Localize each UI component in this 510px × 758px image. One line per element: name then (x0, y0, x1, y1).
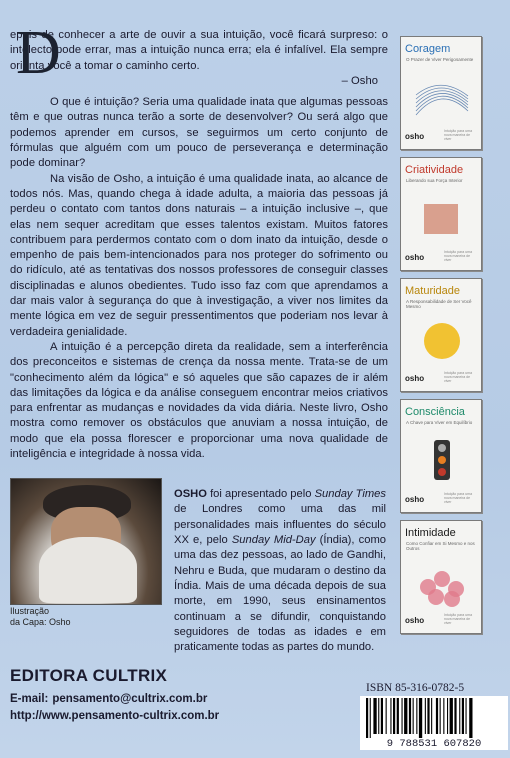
barcode-bar (413, 698, 414, 734)
author-photo (10, 478, 162, 605)
book-cover-art (406, 317, 476, 367)
barcode-bar (440, 698, 441, 734)
book-series: Intuição para uma nova maneira de viver (444, 613, 473, 625)
book-title: Consciência (405, 406, 465, 418)
book-brand: osho (405, 253, 425, 262)
book-series: Intuição para uma nova maneira de viver (444, 250, 473, 262)
barcode-bar (409, 698, 411, 734)
drop-cap: D (16, 19, 61, 87)
publisher-email: E-mail: pensamento@cultrix.com.br (10, 693, 208, 705)
isbn: ISBN 85-316-0782-5 (366, 682, 465, 694)
book-title: Coragem (405, 43, 451, 55)
barcode-number: 9 788531 607820 (360, 738, 508, 750)
book-thumbnail (400, 520, 482, 634)
barcode (360, 696, 508, 738)
book-title: Intimidade (405, 527, 456, 539)
book-subtitle: A Chave para Viver em Equilíbrio (406, 420, 473, 425)
book-cover-art (406, 438, 476, 488)
book-title: Criatividade (405, 164, 464, 176)
paragraph: A intuição é a percepção direta da realidade, sem a interferência dos preconceitos e sistemas de crença da nossa mente. Trata-se de um "conhecimento além da lógica" e só aqueles que são capazes de ir além das limitações da lógica e da análise conseguem encontrar meios criativos para enfrentar as mudanças e novidades da vida diária. Neste livro, Osho mostra como remover os obstáculos que anuviam a nossa intuição, de modo que ela possa florescer e proporcionar uma nova qualidade de inteligência e integridade à nossa vida. (10, 340, 388, 461)
barcode-bar (443, 698, 444, 734)
book-subtitle: Liberando sua Força Interior (406, 178, 463, 183)
barcode-bar (450, 698, 453, 734)
barcode-bar (404, 698, 407, 734)
email-link[interactable]: pensamento@cultrix.com.br (52, 693, 208, 705)
book-thumbnail (400, 278, 482, 392)
barcode-bar (447, 698, 448, 734)
barcode-bar (462, 698, 464, 734)
book-brand: osho (405, 616, 425, 625)
book-brand: osho (405, 374, 425, 383)
barcode-bar (397, 698, 399, 734)
book-title: Maturidade (405, 285, 461, 297)
photo-caption: Ilustração da Capa: Osho (10, 606, 71, 627)
barcode-bar (393, 698, 395, 734)
book-thumbnail (400, 36, 482, 150)
publication-name: Sunday Mid-Day (231, 534, 316, 547)
author-name: OSHO (174, 488, 207, 501)
barcode-bar (454, 698, 456, 734)
barcode-bar (425, 698, 426, 734)
book-brand: osho (405, 132, 425, 141)
book-thumbnail (400, 399, 482, 513)
barcode-bar (378, 698, 379, 734)
book-subtitle: O Prazer de Viver Perigosamente (406, 57, 474, 62)
barcode-bar (373, 698, 376, 734)
paragraph: Na visão de Osho, a intuição é uma qualidade inata, ao alcance de todos nós. Mas, quando chega à idade adulta, a maioria das pessoas já perdeu o contato com tantos dons naturais – a intuição inclusive –, que elas nem sequer acreditam que esses talentos existam. Muitos fatores contribuem para perdermos contato com o dom inato da intuição, desde o empenho de pais bem-intencionados para nos proteger do sofrimento ou do ridículo, até as tentativas dos nossos professores de conseguir classes disciplinadas e alunos obedientes. Tudo isso faz com que aprendamos a dar mais valor à segurança do que à investigação, a viver nos limites da mente lógica em vez de seguir pressentimentos que poderiam nos levar à verdadeira genialidade. (10, 172, 388, 338)
quote-attribution: – Osho (341, 74, 378, 87)
barcode-bar (469, 698, 472, 738)
barcode-bar (402, 698, 403, 734)
barcode-bar (431, 698, 432, 734)
book-series: Intuição para uma nova maneira de viver (444, 129, 473, 141)
book-subtitle: Como Confiar em Si Mesmo e nos Outros (406, 541, 475, 551)
book-series: Intuição para uma nova maneira de viver (444, 371, 473, 383)
book-cover-art (406, 559, 476, 609)
book-series: Intuição para uma nova maneira de viver (444, 492, 473, 504)
website-link[interactable]: www.pensamento-cultrix.com.br (41, 710, 220, 722)
barcode-bar (390, 698, 391, 734)
paragraph: O que é intuição? Seria uma qualidade inata que algumas pessoas têm e que outras nunca terão a sorte de desenvolver? Ou será algo que podemos aprender em cursos, se seguirmos um certo conjunto de fórmulas que alguém com um pouco de perseverança e determinação pode dominar? (10, 96, 388, 170)
publisher-website: http://www.pensamento-cultrix.com.br (10, 710, 220, 722)
barcode-bar (466, 698, 467, 734)
book-cover-art (406, 75, 476, 125)
book-cover-art (406, 196, 476, 246)
barcode-bar (459, 698, 460, 734)
book-brand: osho (405, 495, 425, 504)
barcode-bar (366, 698, 368, 738)
barcode-bar (386, 698, 387, 734)
book-subtitle: A Responsabilidade de Ser Você Mesmo (406, 299, 472, 309)
intro-quote (10, 19, 388, 89)
barcode-bar (419, 698, 422, 738)
main-text (10, 19, 388, 462)
barcode-bar (436, 698, 438, 734)
barcode-bar (427, 698, 429, 734)
author-bio: OSHO foi apresentado pelo Sunday Times de Londres como uma das mil personalidades mais influentes do século XX e, pelo Sunday Mid-Day (Índia), como uma das dez pessoas, ao lado de Gandhi, Nehru e Buda, que mudaram o destino da Índia. Mais de uma década depois de sua morte, em 1990, seus ensinamentos continuam a se difundir, conquistando seguidores de todas as idades e em praticamente todas as partes do mundo. (174, 488, 386, 654)
publisher-name: EDITORA CULTRIX (10, 666, 168, 685)
intro-text: epois de conhecer a arte de ouvir a sua intuição, você ficará surpreso: o intelecto pode errar, mas a intuição nunca erra; ela é infalível. Ela sempre orienta você a tomar o caminho certo. (10, 29, 388, 72)
publication-name: Sunday Times (314, 488, 386, 501)
barcode-bar (370, 698, 371, 738)
barcode-bar (416, 698, 417, 734)
barcode-bar (381, 698, 383, 734)
book-thumbnail (400, 157, 482, 271)
